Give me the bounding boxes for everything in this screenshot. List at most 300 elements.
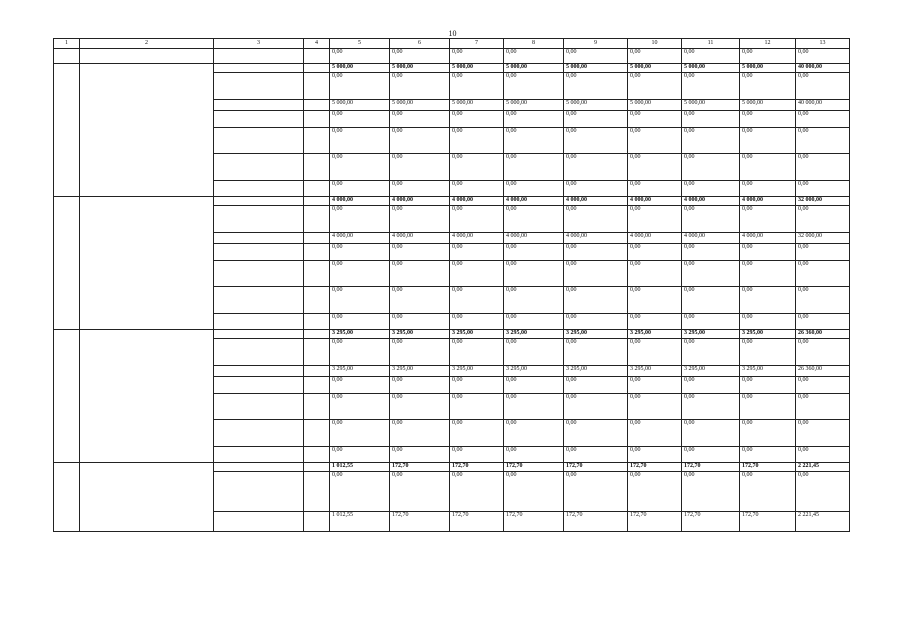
header-cell: 5 [330, 39, 390, 49]
value-cell: 0,00 [682, 128, 740, 154]
source-cell [214, 233, 304, 244]
value-cell: 2 221,45 [796, 512, 850, 532]
value-cell: 0,00 [740, 206, 796, 233]
value-cell: 172,70 [504, 463, 564, 472]
value-cell: 0,00 [390, 472, 450, 512]
value-cell: 172,70 [740, 512, 796, 532]
desc-cell [80, 49, 214, 64]
value-cell: 0,00 [390, 73, 450, 100]
value-cell: 0,00 [682, 73, 740, 100]
value-cell: 0,00 [796, 447, 850, 463]
value-cell: 5 000,00 [682, 100, 740, 111]
value-cell: 0,00 [330, 447, 390, 463]
code-cell [304, 287, 330, 314]
value-cell: 4 000,00 [330, 197, 390, 206]
value-cell: 0,00 [330, 154, 390, 181]
value-cell: 0,00 [564, 111, 628, 128]
value-cell: 0,00 [628, 261, 682, 287]
value-cell: 0,00 [390, 261, 450, 287]
value-cell: 0,00 [450, 111, 504, 128]
value-cell: 5 000,00 [504, 64, 564, 73]
page-number: 10 [448, 29, 457, 38]
value-cell: 0,00 [390, 154, 450, 181]
value-cell: 0,00 [564, 314, 628, 330]
value-cell: 0,00 [330, 261, 390, 287]
value-cell: 0,00 [564, 154, 628, 181]
code-cell [304, 472, 330, 512]
value-cell: 0,00 [450, 287, 504, 314]
value-cell: 0,00 [504, 339, 564, 366]
value-cell: 0,00 [390, 181, 450, 197]
value-cell: 0,00 [740, 49, 796, 64]
value-cell: 0,00 [564, 244, 628, 261]
section-number [54, 330, 80, 463]
value-cell: 0,00 [450, 339, 504, 366]
value-cell: 0,00 [682, 472, 740, 512]
value-cell: 0,00 [504, 73, 564, 100]
value-cell: 172,70 [682, 512, 740, 532]
value-cell: 5 000,00 [740, 100, 796, 111]
source-cell [214, 261, 304, 287]
source-cell [214, 244, 304, 261]
header-cell: 13 [796, 39, 850, 49]
value-cell: 0,00 [628, 314, 682, 330]
value-cell: 5 000,00 [564, 64, 628, 73]
value-cell: 5 000,00 [450, 100, 504, 111]
value-cell: 0,00 [330, 377, 390, 394]
value-cell: 0,00 [504, 472, 564, 512]
code-cell [304, 314, 330, 330]
value-cell: 0,00 [390, 377, 450, 394]
value-cell: 0,00 [628, 154, 682, 181]
value-cell: 0,00 [450, 128, 504, 154]
value-cell: 5 000,00 [504, 100, 564, 111]
value-cell: 0,00 [564, 128, 628, 154]
code-cell [304, 100, 330, 111]
value-cell: 172,70 [564, 512, 628, 532]
value-cell: 0,00 [740, 377, 796, 394]
header-cell: 8 [504, 39, 564, 49]
value-cell: 5 000,00 [330, 64, 390, 73]
code-cell [304, 463, 330, 472]
value-cell: 5 000,00 [450, 64, 504, 73]
section-total-row [54, 197, 850, 206]
value-cell: 0,00 [796, 377, 850, 394]
value-cell: 5 000,00 [628, 64, 682, 73]
value-cell: 0,00 [450, 49, 504, 64]
value-cell: 0,00 [504, 377, 564, 394]
value-cell: 0,00 [740, 394, 796, 420]
value-cell: 0,00 [740, 472, 796, 512]
value-cell: 4 000,00 [682, 197, 740, 206]
value-cell: 4 000,00 [450, 197, 504, 206]
code-cell [304, 181, 330, 197]
value-cell: 0,00 [628, 73, 682, 100]
value-cell: 0,00 [390, 420, 450, 447]
value-cell: 0,00 [740, 420, 796, 447]
value-cell: 3 295,00 [564, 366, 628, 377]
source-cell [214, 128, 304, 154]
source-cell [214, 181, 304, 197]
value-cell: 0,00 [390, 314, 450, 330]
code-cell [304, 206, 330, 233]
header-cell: 6 [390, 39, 450, 49]
value-cell: 3 295,00 [564, 330, 628, 339]
value-cell: 4 000,00 [740, 197, 796, 206]
value-cell: 0,00 [682, 314, 740, 330]
code-cell [304, 261, 330, 287]
value-cell: 0,00 [628, 244, 682, 261]
value-cell: 0,00 [740, 339, 796, 366]
value-cell: 0,00 [740, 261, 796, 287]
value-cell: 0,00 [682, 49, 740, 64]
value-cell: 0,00 [564, 206, 628, 233]
value-cell: 172,70 [390, 512, 450, 532]
value-cell: 0,00 [330, 287, 390, 314]
source-cell [214, 64, 304, 73]
value-cell: 3 295,00 [390, 366, 450, 377]
value-cell: 0,00 [390, 128, 450, 154]
value-cell: 0,00 [330, 111, 390, 128]
value-cell: 0,00 [740, 314, 796, 330]
value-cell: 0,00 [330, 244, 390, 261]
table-row [54, 49, 850, 64]
value-cell: 0,00 [330, 339, 390, 366]
code-cell [304, 366, 330, 377]
value-cell: 4 000,00 [504, 233, 564, 244]
source-cell [214, 377, 304, 394]
value-cell: 0,00 [628, 287, 682, 314]
value-cell: 4 000,00 [682, 233, 740, 244]
value-cell: 0,00 [796, 111, 850, 128]
value-cell: 0,00 [796, 154, 850, 181]
value-cell: 0,00 [796, 394, 850, 420]
value-cell: 3 295,00 [682, 330, 740, 339]
value-cell: 3 295,00 [682, 366, 740, 377]
value-cell: 0,00 [330, 181, 390, 197]
value-cell: 0,00 [450, 261, 504, 287]
value-cell: 0,00 [504, 394, 564, 420]
value-cell: 0,00 [682, 394, 740, 420]
source-cell [214, 154, 304, 181]
value-cell: 0,00 [450, 472, 504, 512]
code-cell [304, 330, 330, 339]
header-cell: 1 [54, 39, 80, 49]
value-cell: 0,00 [796, 49, 850, 64]
value-cell: 26 360,00 [796, 366, 850, 377]
code-cell [304, 49, 330, 64]
section-total-row [54, 330, 850, 339]
value-cell: 26 360,00 [796, 330, 850, 339]
code-cell [304, 394, 330, 420]
value-cell: 0,00 [450, 314, 504, 330]
value-cell: 0,00 [390, 49, 450, 64]
value-cell: 0,00 [740, 244, 796, 261]
value-cell: 3 295,00 [390, 330, 450, 339]
value-cell: 3 295,00 [628, 366, 682, 377]
value-cell: 172,70 [682, 463, 740, 472]
value-cell: 0,00 [796, 244, 850, 261]
value-cell: 5 000,00 [564, 100, 628, 111]
value-cell: 0,00 [564, 377, 628, 394]
value-cell: 3 295,00 [740, 330, 796, 339]
code-cell [304, 233, 330, 244]
value-cell: 3 295,00 [504, 330, 564, 339]
value-cell: 0,00 [628, 206, 682, 233]
value-cell: 0,00 [564, 73, 628, 100]
value-cell: 0,00 [504, 128, 564, 154]
code-cell [304, 64, 330, 73]
value-cell: 0,00 [504, 314, 564, 330]
value-cell: 0,00 [796, 261, 850, 287]
value-cell: 0,00 [740, 447, 796, 463]
code-cell [304, 111, 330, 128]
value-cell: 172,70 [450, 512, 504, 532]
value-cell: 0,00 [390, 287, 450, 314]
value-cell: 0,00 [390, 447, 450, 463]
value-cell: 0,00 [628, 49, 682, 64]
source-cell [214, 512, 304, 532]
value-cell: 3 295,00 [504, 366, 564, 377]
value-cell: 32 000,00 [796, 233, 850, 244]
value-cell: 0,00 [330, 314, 390, 330]
value-cell: 4 000,00 [504, 197, 564, 206]
source-cell [214, 339, 304, 366]
value-cell: 0,00 [682, 261, 740, 287]
value-cell: 0,00 [504, 181, 564, 197]
value-cell: 0,00 [330, 49, 390, 64]
value-cell: 0,00 [682, 420, 740, 447]
value-cell: 0,00 [564, 181, 628, 197]
header-cell: 11 [682, 39, 740, 49]
value-cell: 0,00 [564, 394, 628, 420]
code-cell [304, 244, 330, 261]
value-cell: 0,00 [628, 420, 682, 447]
value-cell: 0,00 [682, 154, 740, 181]
source-cell [214, 100, 304, 111]
value-cell: 0,00 [796, 472, 850, 512]
value-cell: 4 000,00 [390, 233, 450, 244]
value-cell: 0,00 [390, 206, 450, 233]
source-cell [214, 111, 304, 128]
value-cell: 0,00 [682, 181, 740, 197]
value-cell: 0,00 [504, 154, 564, 181]
budget-table [53, 38, 850, 532]
value-cell: 0,00 [796, 287, 850, 314]
header-cell: 7 [450, 39, 504, 49]
source-cell [214, 447, 304, 463]
value-cell: 0,00 [740, 287, 796, 314]
value-cell: 0,00 [682, 206, 740, 233]
value-cell: 0,00 [390, 111, 450, 128]
value-cell: 0,00 [564, 49, 628, 64]
value-cell: 0,00 [628, 181, 682, 197]
value-cell: 0,00 [682, 447, 740, 463]
value-cell: 0,00 [330, 206, 390, 233]
source-cell [214, 287, 304, 314]
section-number [54, 64, 80, 197]
value-cell: 0,00 [330, 128, 390, 154]
value-cell: 4 000,00 [390, 197, 450, 206]
value-cell: 0,00 [390, 244, 450, 261]
value-cell: 1 012,55 [330, 512, 390, 532]
value-cell: 5 000,00 [628, 100, 682, 111]
source-cell [214, 420, 304, 447]
value-cell: 0,00 [450, 377, 504, 394]
value-cell: 0,00 [504, 244, 564, 261]
value-cell: 0,00 [330, 394, 390, 420]
value-cell: 3 295,00 [330, 366, 390, 377]
section-description [80, 330, 214, 463]
value-cell: 0,00 [628, 377, 682, 394]
value-cell: 0,00 [504, 206, 564, 233]
code-cell [304, 447, 330, 463]
value-cell: 0,00 [330, 73, 390, 100]
value-cell: 0,00 [740, 181, 796, 197]
value-cell: 0,00 [450, 154, 504, 181]
value-cell: 40 000,00 [796, 100, 850, 111]
section-description [80, 197, 214, 330]
value-cell: 172,70 [504, 512, 564, 532]
value-cell: 0,00 [796, 206, 850, 233]
header-cell: 12 [740, 39, 796, 49]
value-cell: 0,00 [450, 394, 504, 420]
value-cell: 0,00 [504, 261, 564, 287]
value-cell: 0,00 [504, 111, 564, 128]
code-cell [304, 420, 330, 447]
value-cell: 0,00 [504, 420, 564, 447]
value-cell: 40 000,00 [796, 64, 850, 73]
source-cell [214, 314, 304, 330]
value-cell: 0,00 [564, 287, 628, 314]
value-cell: 0,00 [740, 73, 796, 100]
value-cell: 4 000,00 [740, 233, 796, 244]
value-cell: 0,00 [450, 181, 504, 197]
value-cell: 0,00 [796, 128, 850, 154]
value-cell: 5 000,00 [390, 100, 450, 111]
code-cell [304, 128, 330, 154]
section-description [80, 64, 214, 197]
value-cell: 4 000,00 [564, 197, 628, 206]
value-cell: 4 000,00 [564, 233, 628, 244]
value-cell: 172,70 [628, 463, 682, 472]
value-cell: 0,00 [796, 339, 850, 366]
value-cell: 0,00 [628, 111, 682, 128]
source-cell [214, 73, 304, 100]
value-cell: 0,00 [564, 420, 628, 447]
source-cell [214, 197, 304, 206]
header-cell: 9 [564, 39, 628, 49]
value-cell: 4 000,00 [628, 233, 682, 244]
value-cell: 5 000,00 [330, 100, 390, 111]
value-cell: 0,00 [796, 73, 850, 100]
value-cell: 0,00 [796, 420, 850, 447]
value-cell: 0,00 [504, 287, 564, 314]
value-cell: 0,00 [682, 244, 740, 261]
value-cell: 32 000,00 [796, 197, 850, 206]
source-cell [214, 366, 304, 377]
source-cell [214, 206, 304, 233]
value-cell: 172,70 [390, 463, 450, 472]
value-cell: 4 000,00 [450, 233, 504, 244]
code-cell [304, 197, 330, 206]
value-cell: 0,00 [564, 447, 628, 463]
section-number [54, 463, 80, 532]
value-cell: 0,00 [628, 472, 682, 512]
header-cell: 10 [628, 39, 682, 49]
value-cell: 172,70 [628, 512, 682, 532]
value-cell: 0,00 [796, 314, 850, 330]
value-cell: 0,00 [450, 420, 504, 447]
source-cell [214, 49, 304, 64]
code-cell [304, 339, 330, 366]
value-cell: 0,00 [740, 111, 796, 128]
header-cell: 2 [80, 39, 214, 49]
value-cell: 0,00 [450, 244, 504, 261]
value-cell: 4 000,00 [330, 233, 390, 244]
code-cell [304, 512, 330, 532]
code-cell [304, 377, 330, 394]
header-cell: 3 [214, 39, 304, 49]
value-cell: 5 000,00 [682, 64, 740, 73]
value-cell: 0,00 [564, 339, 628, 366]
num-cell [54, 49, 80, 64]
value-cell: 172,70 [740, 463, 796, 472]
value-cell: 0,00 [504, 49, 564, 64]
source-cell [214, 463, 304, 472]
value-cell: 172,70 [564, 463, 628, 472]
value-cell: 0,00 [682, 339, 740, 366]
section-total-row [54, 64, 850, 73]
value-cell: 0,00 [564, 472, 628, 512]
value-cell: 0,00 [628, 394, 682, 420]
value-cell: 0,00 [330, 420, 390, 447]
section-total-row [54, 463, 850, 472]
value-cell: 0,00 [450, 447, 504, 463]
value-cell: 0,00 [740, 128, 796, 154]
value-cell: 3 295,00 [740, 366, 796, 377]
value-cell: 0,00 [450, 206, 504, 233]
value-cell: 3 295,00 [450, 330, 504, 339]
value-cell: 0,00 [628, 339, 682, 366]
value-cell: 0,00 [330, 472, 390, 512]
value-cell: 0,00 [628, 128, 682, 154]
value-cell: 0,00 [796, 181, 850, 197]
value-cell: 0,00 [390, 339, 450, 366]
value-cell: 0,00 [504, 447, 564, 463]
header-cell: 4 [304, 39, 330, 49]
value-cell: 3 295,00 [628, 330, 682, 339]
value-cell: 0,00 [390, 394, 450, 420]
value-cell: 0,00 [628, 447, 682, 463]
section-description [80, 463, 214, 532]
value-cell: 172,70 [450, 463, 504, 472]
value-cell: 0,00 [682, 111, 740, 128]
value-cell: 4 000,00 [628, 197, 682, 206]
value-cell: 2 221,45 [796, 463, 850, 472]
value-cell: 0,00 [682, 377, 740, 394]
source-cell [214, 394, 304, 420]
value-cell: 0,00 [564, 261, 628, 287]
code-cell [304, 154, 330, 181]
value-cell: 0,00 [740, 154, 796, 181]
value-cell: 3 295,00 [450, 366, 504, 377]
value-cell: 1 012,55 [330, 463, 390, 472]
value-cell: 0,00 [450, 73, 504, 100]
value-cell: 5 000,00 [740, 64, 796, 73]
value-cell: 5 000,00 [390, 64, 450, 73]
code-cell [304, 73, 330, 100]
